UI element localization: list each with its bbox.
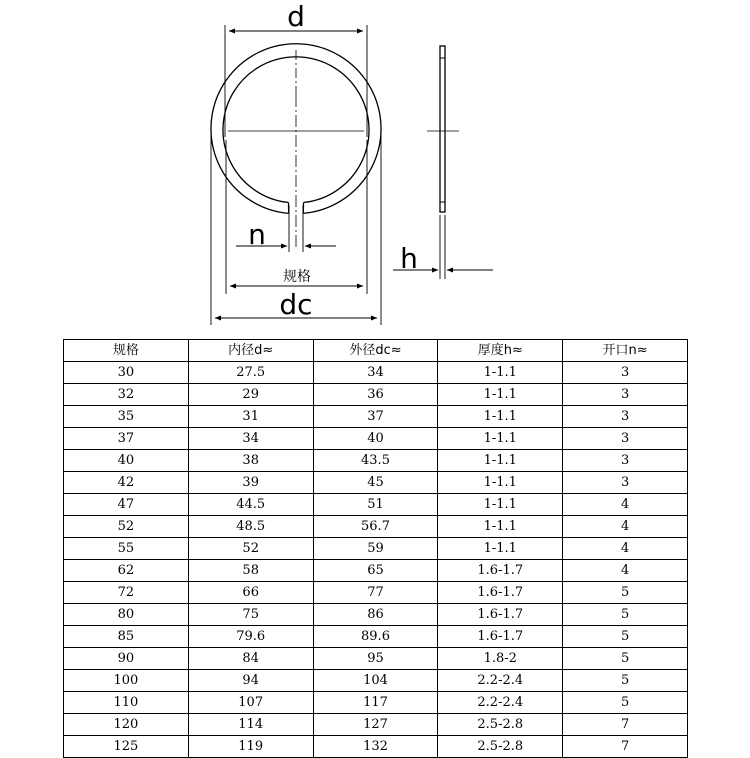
- table-row: [64, 582, 688, 604]
- dimension-h-label: h: [400, 242, 418, 275]
- cell-opening: 4: [563, 538, 688, 560]
- cell-outer-diameter: 36: [313, 384, 438, 406]
- cell-outer-diameter: 104: [313, 670, 438, 692]
- cell-thickness: 1.6-1.7: [438, 626, 563, 648]
- cell-opening: 5: [563, 582, 688, 604]
- cell-spec: 35: [64, 406, 189, 428]
- cell-outer-diameter: 89.6: [313, 626, 438, 648]
- cell-outer-diameter: 65: [313, 560, 438, 582]
- cell-inner-diameter: 34: [188, 428, 313, 450]
- dimension-n-label: n: [248, 218, 266, 251]
- cell-inner-diameter: 39: [188, 472, 313, 494]
- cell-outer-diameter: 45: [313, 472, 438, 494]
- table-row: [64, 714, 688, 736]
- cell-inner-diameter: 66: [188, 582, 313, 604]
- table-row: [64, 494, 688, 516]
- cell-inner-diameter: 44.5: [188, 494, 313, 516]
- cell-spec: 85: [64, 626, 189, 648]
- table-row: [64, 648, 688, 670]
- cell-opening: 4: [563, 516, 688, 538]
- cell-outer-diameter: 40: [313, 428, 438, 450]
- table-row: [64, 362, 688, 384]
- cell-spec: 110: [64, 692, 189, 714]
- cell-inner-diameter: 107: [188, 692, 313, 714]
- cell-thickness: 1.8-2: [438, 648, 563, 670]
- table-header-row: [64, 340, 688, 362]
- cell-spec: 30: [64, 362, 189, 384]
- cell-spec: 52: [64, 516, 189, 538]
- cell-spec: 72: [64, 582, 189, 604]
- cell-spec: 100: [64, 670, 189, 692]
- cell-outer-diameter: 34: [313, 362, 438, 384]
- cell-inner-diameter: 48.5: [188, 516, 313, 538]
- cell-spec: 120: [64, 714, 189, 736]
- cell-inner-diameter: 75: [188, 604, 313, 626]
- header-thickness: 厚度h≈: [438, 340, 563, 362]
- cell-opening: 3: [563, 450, 688, 472]
- cell-opening: 5: [563, 648, 688, 670]
- cell-opening: 3: [563, 472, 688, 494]
- cell-inner-diameter: 119: [188, 736, 313, 758]
- cell-opening: 5: [563, 604, 688, 626]
- cell-thickness: 1.6-1.7: [438, 604, 563, 626]
- cell-thickness: 1-1.1: [438, 384, 563, 406]
- table-row: [64, 626, 688, 648]
- cell-thickness: 2.5-2.8: [438, 736, 563, 758]
- cell-thickness: 1.6-1.7: [438, 582, 563, 604]
- cell-spec: 80: [64, 604, 189, 626]
- cell-spec: 125: [64, 736, 189, 758]
- cell-outer-diameter: 56.7: [313, 516, 438, 538]
- cell-thickness: 1-1.1: [438, 406, 563, 428]
- cell-spec: 55: [64, 538, 189, 560]
- cell-spec: 40: [64, 450, 189, 472]
- table-row: [64, 670, 688, 692]
- cell-spec: 62: [64, 560, 189, 582]
- cell-outer-diameter: 95: [313, 648, 438, 670]
- cell-opening: 5: [563, 692, 688, 714]
- cell-thickness: 2.2-2.4: [438, 670, 563, 692]
- cell-opening: 4: [563, 494, 688, 516]
- cell-outer-diameter: 117: [313, 692, 438, 714]
- table-row: [64, 384, 688, 406]
- table-row: [64, 428, 688, 450]
- table-row: [64, 450, 688, 472]
- header-outer-diameter: 外径dc≈: [313, 340, 438, 362]
- table-row: [64, 472, 688, 494]
- cell-inner-diameter: 114: [188, 714, 313, 736]
- table-row: [64, 604, 688, 626]
- cell-inner-diameter: 58: [188, 560, 313, 582]
- cell-thickness: 1-1.1: [438, 450, 563, 472]
- cell-outer-diameter: 59: [313, 538, 438, 560]
- cell-thickness: 2.2-2.4: [438, 692, 563, 714]
- cell-outer-diameter: 51: [313, 494, 438, 516]
- table-row: [64, 692, 688, 714]
- cell-thickness: 1-1.1: [438, 538, 563, 560]
- cell-spec: 42: [64, 472, 189, 494]
- cell-thickness: 1-1.1: [438, 362, 563, 384]
- cell-outer-diameter: 86: [313, 604, 438, 626]
- cell-outer-diameter: 37: [313, 406, 438, 428]
- cell-opening: 7: [563, 714, 688, 736]
- header-spec: 规格: [64, 340, 189, 362]
- dimension-d-label: d: [287, 0, 305, 33]
- table-row: [64, 406, 688, 428]
- table-row: [64, 538, 688, 560]
- cell-spec: 37: [64, 428, 189, 450]
- cell-opening: 3: [563, 362, 688, 384]
- cell-outer-diameter: 43.5: [313, 450, 438, 472]
- cell-inner-diameter: 31: [188, 406, 313, 428]
- cell-inner-diameter: 94: [188, 670, 313, 692]
- cell-inner-diameter: 84: [188, 648, 313, 670]
- cell-outer-diameter: 132: [313, 736, 438, 758]
- cell-opening: 4: [563, 560, 688, 582]
- cell-inner-diameter: 38: [188, 450, 313, 472]
- cell-opening: 7: [563, 736, 688, 758]
- cell-opening: 3: [563, 406, 688, 428]
- dimension-spec-label: 规格: [283, 269, 311, 285]
- retaining-ring-drawing: [0, 0, 750, 340]
- cell-outer-diameter: 127: [313, 714, 438, 736]
- cell-spec: 47: [64, 494, 189, 516]
- cell-thickness: 2.5-2.8: [438, 714, 563, 736]
- cell-thickness: 1.6-1.7: [438, 560, 563, 582]
- table-row: [64, 736, 688, 758]
- cell-inner-diameter: 27.5: [188, 362, 313, 384]
- cell-inner-diameter: 79.6: [188, 626, 313, 648]
- table-row: [64, 560, 688, 582]
- cell-inner-diameter: 29: [188, 384, 313, 406]
- cell-opening: 3: [563, 428, 688, 450]
- cell-opening: 5: [563, 670, 688, 692]
- spec-table: [63, 339, 688, 758]
- table-row: [64, 516, 688, 538]
- cell-opening: 5: [563, 626, 688, 648]
- cell-spec: 32: [64, 384, 189, 406]
- cell-opening: 3: [563, 384, 688, 406]
- cell-inner-diameter: 52: [188, 538, 313, 560]
- header-opening: 开口n≈: [563, 340, 688, 362]
- cell-thickness: 1-1.1: [438, 428, 563, 450]
- header-inner-diameter: 内径d≈: [188, 340, 313, 362]
- cell-outer-diameter: 77: [313, 582, 438, 604]
- dimension-dc-label: dc: [279, 288, 313, 321]
- cell-thickness: 1-1.1: [438, 516, 563, 538]
- cell-thickness: 1-1.1: [438, 494, 563, 516]
- cell-spec: 90: [64, 648, 189, 670]
- ring-side-view: [427, 46, 459, 212]
- cell-thickness: 1-1.1: [438, 472, 563, 494]
